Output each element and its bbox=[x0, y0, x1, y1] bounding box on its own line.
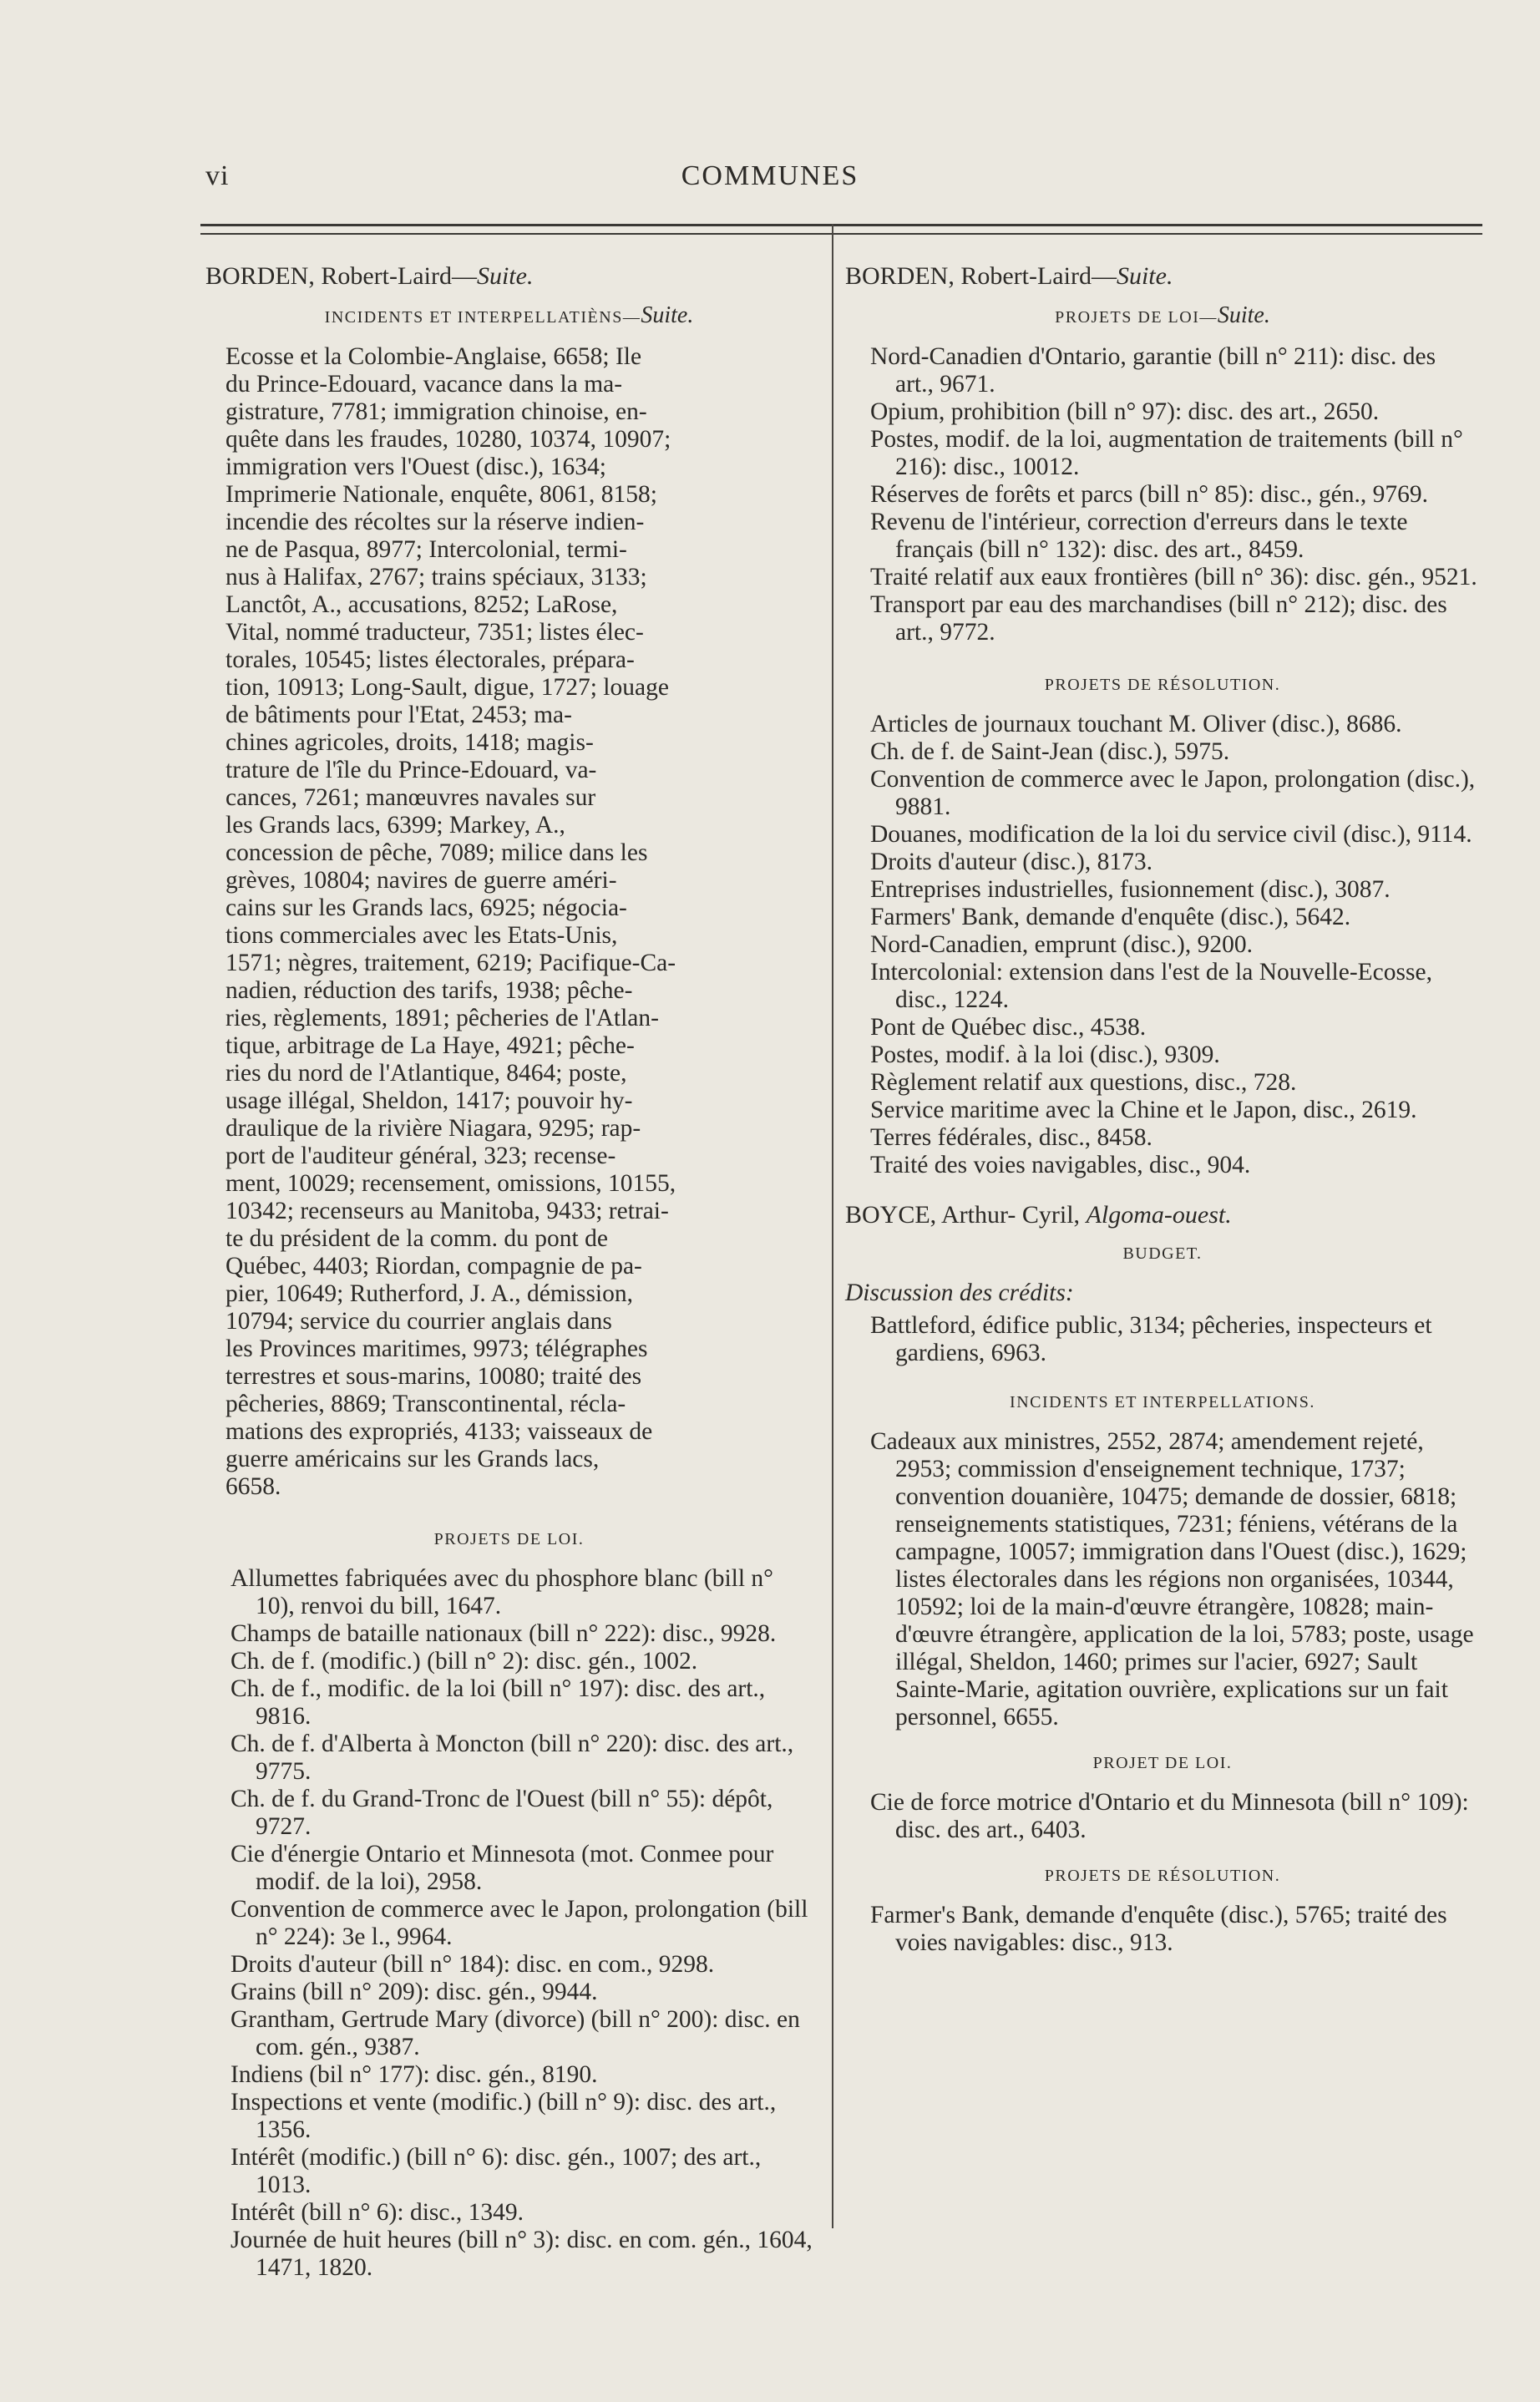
section-heading: INCIDENTS ET INTERPELLATIONS. bbox=[1010, 1393, 1315, 1411]
index-entry: Intérêt (bill n° 6): disc., 1349. bbox=[230, 2199, 524, 2226]
index-entry: Ch. de f. de Saint-Jean (disc.), 5975. bbox=[870, 738, 1230, 765]
index-entry: Pont de Québec disc., 4538. bbox=[870, 1014, 1147, 1041]
index-entry: Transport par eau des marchandises (bill n° 212); disc. des art., 9772. bbox=[870, 591, 1447, 646]
text-line: usage illégal, Sheldon, 1417; pouvoir hy- bbox=[225, 1087, 633, 1114]
deputy-heading: BORDEN, Robert-Laird—Suite. bbox=[205, 262, 534, 290]
section-heading: PROJETS DE RÉSOLUTION. bbox=[1044, 1867, 1281, 1885]
text-line: draulique de la rivière Niagara, 9295; rap- bbox=[225, 1115, 641, 1142]
text-line: tions commerciales avec les Etats-Unis, bbox=[225, 922, 618, 949]
index-entry: Farmers' Bank, demande d'enquête (disc.), 5642. bbox=[870, 904, 1351, 930]
text-line: guerre américains sur les Grands lacs, bbox=[225, 1446, 600, 1472]
text-line: ries, règlements, 1891; pêcheries de l'Atlan- bbox=[225, 1005, 659, 1031]
index-entry: Ch. de f. (modific.) (bill n° 2): disc. gén., 1002. bbox=[230, 1648, 698, 1675]
bills-list bbox=[845, 343, 1480, 646]
index-entry: Grantham, Gertrude Mary (divorce) (bill n° 200): disc. en com. gén., 9387. bbox=[230, 2006, 800, 2060]
text-line: cances, 7261; manœuvres navales sur bbox=[225, 784, 596, 811]
index-entry: Ch. de f. du Grand-Tronc de l'Ouest (bill n° 55): dépôt, 9727. bbox=[230, 1786, 773, 1840]
resolutions-list bbox=[845, 711, 1480, 1179]
text-line: 10794; service du courrier anglais dans bbox=[225, 1308, 612, 1335]
text-line: grèves, 10804; navires de guerre améri- bbox=[225, 867, 617, 894]
text-line: Lanctôt, A., accusations, 8252; LaRose, bbox=[225, 591, 618, 618]
text-line: Ecosse et la Colombie-Anglaise, 6658; Ile bbox=[225, 343, 642, 370]
text-line: Imprimerie Nationale, enquête, 8061, 8158; bbox=[225, 481, 657, 508]
text-line: 1571; nègres, traitement, 6219; Pacifique-Ca- bbox=[225, 950, 676, 976]
index-entry: Farmer's Bank, demande d'enquête (disc.), 5765; traité des voies navigables: disc., 913. bbox=[870, 1902, 1447, 1956]
index-entry: Journée de huit heures (bill n° 3): disc. en com. gén., 1604, 1471, 1820. bbox=[230, 2227, 813, 2281]
incidents-paragraph bbox=[225, 343, 813, 1501]
index-entry: Revenu de l'intérieur, correction d'erreurs dans le texte français (bill n° 132): disc. des art., 8459. bbox=[870, 509, 1408, 563]
text-line: terrestres et sous-marins, 10080; traité des bbox=[225, 1363, 642, 1390]
text-line: incendie des récoltes sur la réserve indien- bbox=[225, 509, 645, 535]
page-number: vi bbox=[205, 160, 230, 191]
section-heading: PROJET DE LOI. bbox=[1092, 1754, 1233, 1772]
index-entry: Ch. de f., modific. de la loi (bill n° 197): disc. des art., 9816. bbox=[230, 1675, 766, 1730]
index-entry: Nord-Canadien d'Ontario, garantie (bill n° 211): disc. des art., 9671. bbox=[870, 343, 1436, 398]
text-line: ne de Pasqua, 8977; Intercolonial, termi- bbox=[225, 536, 627, 563]
index-entry: Postes, modif. de la loi, augmentation de traitements (bill n° 216): disc., 10012. bbox=[870, 426, 1463, 480]
index-entry: Règlement relatif aux questions, disc., 728. bbox=[870, 1069, 1297, 1096]
index-entry: Cie de force motrice d'Ontario et du Minnesota (bill n° 109): disc. des art., 6403. bbox=[870, 1789, 1469, 1843]
index-entry: Entreprises industrielles, fusionnement (disc.), 3087. bbox=[870, 876, 1391, 903]
budget-list bbox=[845, 1312, 1480, 1367]
index-entry: Service maritime avec la Chine et le Japon, disc., 2619. bbox=[870, 1097, 1417, 1123]
index-entry: Cadeaux aux ministres, 2552, 2874; amendement rejeté, 2953; commission d'enseignement technique, 1737; convention douanière, 10475; demande de dossier, 6818; renseignements statistiques, 7231; féniens, vétérans de la campagne, 10057; immigration dans l'Ouest (disc.), 1629; listes électorales dans les régions non organisées, 10344, 10592; loi de la main-d'œuvre étrangère, 10828; main-d'œuvre étrangère, application de la loi, 5783; poste, usage illégal, Sheldon, 1460; primes sur l'acier, 6927; Sault Sainte-Marie, agitation ouvrière, explications sur un fait personnel, 6655. bbox=[870, 1428, 1474, 1731]
section-heading: PROJETS DE LOI—Suite. bbox=[1055, 302, 1270, 328]
index-entry: Droits d'auteur (bill n° 184): disc. en com., 9298. bbox=[230, 1951, 715, 1978]
index-entry: Traité des voies navigables, disc., 904. bbox=[870, 1152, 1251, 1178]
text-line: nadien, réduction des tarifs, 1938; pêche- bbox=[225, 977, 633, 1004]
subheading: Discussion des crédits: bbox=[845, 1280, 1074, 1306]
text-line: Vital, nommé traducteur, 7351; listes élec- bbox=[225, 619, 644, 646]
text-line: ries du nord de l'Atlantique, 8464; poste, bbox=[225, 1060, 627, 1087]
text-line: les Provinces maritimes, 9973; télégraphes bbox=[225, 1335, 648, 1362]
section-heading: INCIDENTS ET INTERPELLATIÈNS—Suite. bbox=[324, 302, 694, 328]
index-entry: Traité relatif aux eaux frontières (bill n° 36): disc. gén., 9521. bbox=[870, 564, 1477, 590]
text-line: 10342; recenseurs au Manitoba, 9433; retrai- bbox=[225, 1198, 669, 1224]
text-line: tique, arbitrage de La Haye, 4921; pêche- bbox=[225, 1032, 635, 1059]
text-line: mations des expropriés, 4133; vaisseaux de bbox=[225, 1418, 653, 1445]
text-line: concession de pêche, 7089; milice dans les bbox=[225, 839, 648, 866]
incidents-list bbox=[845, 1428, 1480, 1731]
index-entry: Convention de commerce avec le Japon, prolongation (disc.), 9881. bbox=[870, 766, 1476, 820]
header-rule bbox=[200, 224, 1482, 235]
index-entry: Allumettes fabriquées avec du phosphore blanc (bill n° 10), renvoi du bill, 1647. bbox=[230, 1565, 773, 1619]
text-line: trature de l'île du Prince-Edouard, va- bbox=[225, 757, 597, 783]
index-entry: Douanes, modification de la loi du service civil (disc.), 9114. bbox=[870, 821, 1472, 848]
text-line: ment, 10029; recensement, omissions, 10155, bbox=[225, 1170, 676, 1197]
bills-list bbox=[845, 1789, 1480, 1844]
column-divider bbox=[832, 224, 833, 2228]
text-line: tion, 10913; Long-Sault, digue, 1727; louage bbox=[225, 674, 669, 701]
left-column bbox=[205, 259, 813, 2282]
bills-list bbox=[205, 1565, 813, 2282]
index-entry: Réserves de forêts et parcs (bill n° 85): disc., gén., 9769. bbox=[870, 481, 1428, 508]
deputy-heading: BORDEN, Robert-Laird—Suite. bbox=[845, 262, 1173, 290]
index-entry: Cie d'énergie Ontario et Minnesota (mot. Conmee pour modif. de la loi), 2958. bbox=[230, 1841, 774, 1895]
index-entry: Battleford, édifice public, 3134; pêcheries, inspecteurs et gardiens, 6963. bbox=[870, 1312, 1432, 1366]
text-line: les Grands lacs, 6399; Markey, A., bbox=[225, 812, 565, 839]
index-entry: Indiens (bil n° 177): disc. gén., 8190. bbox=[230, 2061, 598, 2088]
text-line: quête dans les fraudes, 10280, 10374, 10907; bbox=[225, 426, 671, 453]
index-entry: Opium, prohibition (bill n° 97): disc. des art., 2650. bbox=[870, 398, 1380, 425]
running-head: COMMUNES bbox=[681, 160, 859, 191]
text-line: te du président de la comm. du pont de bbox=[225, 1225, 608, 1252]
right-column bbox=[845, 259, 1480, 1957]
page-header bbox=[0, 150, 1540, 200]
index-entry: Grains (bill n° 209): disc. gén., 9944. bbox=[230, 1979, 598, 2005]
deputy-heading: BOYCE, Arthur- Cyril, Algoma-ouest. bbox=[845, 1201, 1232, 1229]
text-line: nus à Halifax, 2767; trains spéciaux, 3133; bbox=[225, 564, 647, 590]
text-line: de bâtiments pour l'Etat, 2453; ma- bbox=[225, 702, 572, 728]
text-line: torales, 10545; listes électorales, prépara- bbox=[225, 646, 635, 673]
index-entry: Inspections et vente (modific.) (bill n° 9): disc. des art., 1356. bbox=[230, 2089, 777, 2143]
text-line: pêcheries, 8869; Transcontinental, récla- bbox=[225, 1391, 626, 1417]
index-entry: Nord-Canadien, emprunt (disc.), 9200. bbox=[870, 931, 1253, 958]
section-heading: BUDGET. bbox=[1122, 1244, 1203, 1263]
text-line: 6658. bbox=[225, 1473, 281, 1500]
text-line: port de l'auditeur général, 323; recense- bbox=[225, 1143, 616, 1169]
text-line: gistrature, 7781; immigration chinoise, en- bbox=[225, 398, 647, 425]
index-entry: Postes, modif. à la loi (disc.), 9309. bbox=[870, 1041, 1220, 1068]
index-entry: Terres fédérales, disc., 8458. bbox=[870, 1124, 1152, 1151]
index-entry: Ch. de f. d'Alberta à Moncton (bill n° 220): disc. des art., 9775. bbox=[230, 1731, 794, 1785]
text-line: immigration vers l'Ouest (disc.), 1634; bbox=[225, 454, 606, 480]
index-entry: Convention de commerce avec le Japon, prolongation (bill n° 224): 3e l., 9964. bbox=[230, 1896, 808, 1950]
index-entry: Intérêt (modific.) (bill n° 6): disc. gén., 1007; des art., 1013. bbox=[230, 2144, 762, 2198]
resolutions-list bbox=[845, 1902, 1480, 1957]
text-line: pier, 10649; Rutherford, J. A., démission, bbox=[225, 1280, 633, 1307]
section-heading: PROJETS DE RÉSOLUTION. bbox=[1044, 676, 1281, 694]
section-heading: PROJETS DE LOI. bbox=[433, 1530, 585, 1548]
text-line: cains sur les Grands lacs, 6925; négocia- bbox=[225, 894, 627, 921]
index-entry: Intercolonial: extension dans l'est de la Nouvelle-Ecosse, disc., 1224. bbox=[870, 959, 1432, 1013]
text-line: du Prince-Edouard, vacance dans la ma- bbox=[225, 371, 623, 398]
text-line: Québec, 4403; Riordan, compagnie de pa- bbox=[225, 1253, 642, 1280]
text-line: chines agricoles, droits, 1418; magis- bbox=[225, 729, 594, 756]
index-entry: Articles de journaux touchant M. Oliver (disc.), 8686. bbox=[870, 711, 1402, 737]
index-entry: Champs de bataille nationaux (bill n° 222): disc., 9928. bbox=[230, 1620, 777, 1647]
index-entry: Droits d'auteur (disc.), 8173. bbox=[870, 849, 1152, 875]
